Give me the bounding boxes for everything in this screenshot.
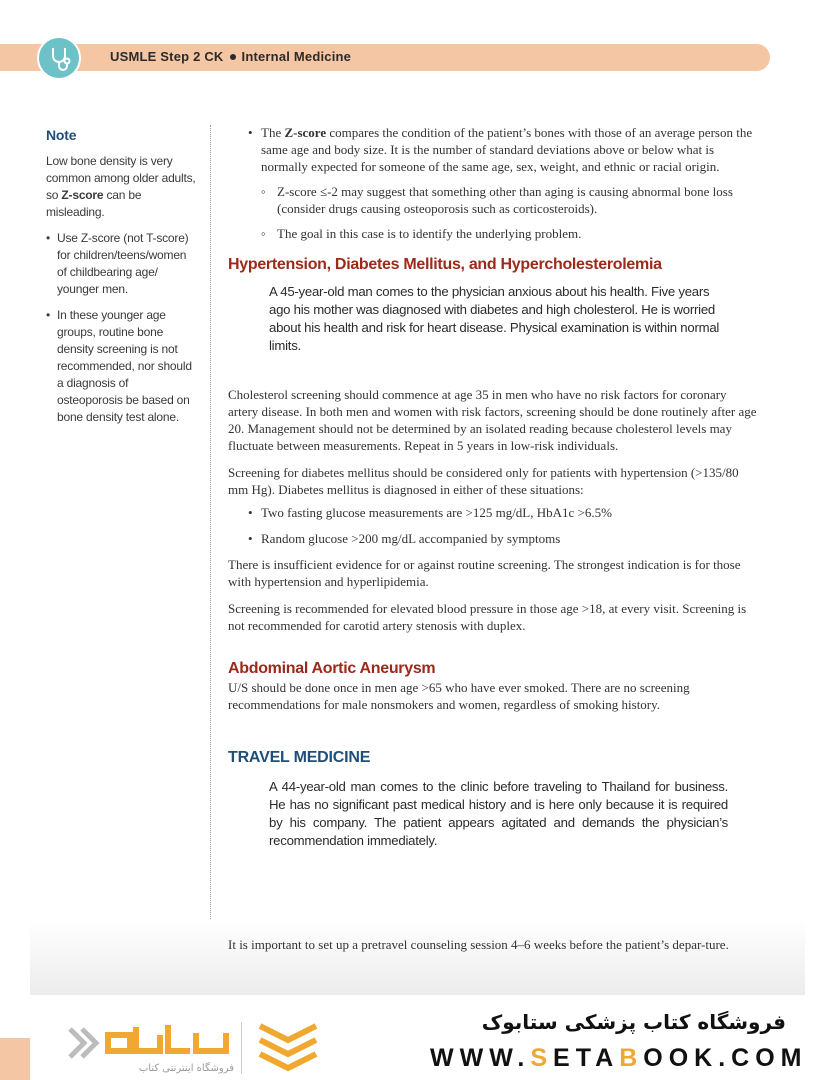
separator-dot [230, 54, 236, 60]
note-intro-text: Low bone density is very common among older adults, so [46, 154, 196, 202]
chevron-down-icon [256, 1020, 321, 1074]
criteria-item: • Two fasting glucose measurements are >125 mg/dL, HbA1c >6.5% [228, 504, 758, 521]
main-content-end [228, 936, 758, 963]
zscore-sublist [261, 183, 758, 242]
book-title: USMLE Step 2 CK [110, 49, 224, 64]
section-heading-travel: TRAVEL MEDICINE [228, 749, 371, 766]
main-content [228, 124, 758, 850]
footer-url[interactable] [430, 1044, 807, 1073]
paragraph-bp: Screening is recommended for elevated blood pressure in those age >18, at every visit. Screening is not recommended for carotid artery stenosis with duplex. [228, 601, 747, 633]
setabook-logo-icon [64, 1015, 244, 1077]
case-vignette-travel: A 44-year-old man comes to the clinic before traveling to Thailand for business. He has no significant past medical history and is here only because it is required by his company. The patient appears agitated and demands the physician’s recommendation immediately. [269, 779, 728, 848]
zscore-subitem: ◦ Z-score ≤-2 may suggest that something other than aging is causing abnormal bone loss (consider drugs causing osteoporosis such as corticosteroids). [261, 183, 758, 217]
zscore-item [228, 124, 758, 242]
footer-store-title: فروشگاه کتاب پزشکی ستابوک [481, 1010, 786, 1034]
zscore-text: The [261, 125, 285, 140]
case-vignette: A 45-year-old man comes to the physician anxious about his health. Five years ago his mother was diagnosed with diabetes and high cholesterol. He is worried about his health and risk for heart disease. Physical examination is within normal limits. [269, 284, 720, 353]
note-sidebar [46, 127, 196, 435]
paragraph-cholesterol: Cholesterol screening should commence at age 35 in men who have no risk factors for coronary artery disease. In both men and women with risk factors, screening should be done routinely after age 20. Management should not be determined by an isolated reading because cholesterol levels may fluctuate between measurements. Repeat in 5 years in low-risk individuals. [228, 387, 757, 453]
stethoscope-icon [37, 36, 81, 80]
url-part: ETA [553, 1044, 620, 1072]
note-bullet: • Use Z-score (not T-score) for children/teens/women of childbearing age/ younger men. [46, 230, 196, 298]
zscore-text-end: compares the condition of the patient’s bones with those of an average person the same age and body size. It is the number of standard deviations above or below what is normally expected for someone of the same age, sex, weight, and ethnic or racial origin. [261, 125, 753, 174]
note-intro-bold: Z-score [61, 188, 104, 202]
footer-separator [241, 1022, 242, 1074]
note-intro [46, 153, 196, 221]
url-part: WWW. [430, 1044, 531, 1072]
url-accent: S [530, 1044, 554, 1072]
note-bullet: • In these younger age groups, routine bone density screening is not recommended, nor should a diagnosis of osteoporosis be based on bone density test alone. [46, 307, 196, 426]
paragraph-travel: It is important to set up a pretravel counseling session 4–6 weeks before the patient’s depar-ture. [228, 937, 729, 952]
running-header [110, 49, 351, 64]
zscore-bold: Z-score [284, 125, 327, 140]
criteria-item: • Random glucose >200 mg/dL accompanied by symptoms [228, 530, 758, 547]
note-title: Note [46, 127, 77, 143]
paragraph-evidence: There is insufficient evidence for or against routine screening. The strongest indication is for those with hypertension and hyperlipidemia. [228, 557, 741, 589]
url-part: OOK.COM [643, 1044, 808, 1072]
section-heading-htn: Hypertension, Diabetes Mellitus, and Hypercholesterolemia [228, 256, 662, 273]
note-list [46, 230, 196, 426]
paragraph-diabetes: Screening for diabetes mellitus should be considered only for patients with hypertension (>135/80 mm Hg). Diabetes mellitus is diagnosed in either of these situations: [228, 465, 739, 497]
section-heading-aaa: Abdominal Aortic Aneurysm [228, 660, 436, 677]
column-divider [210, 125, 211, 995]
paragraph-aaa: U/S should be done once in men age >65 who have ever smoked. There are no screening recommendations for male nonsmokers and women, regardless of smoking history. [228, 680, 690, 712]
url-accent: B [619, 1044, 644, 1072]
zscore-subitem: ◦ The goal in this case is to identify the underlying problem. [261, 225, 758, 242]
chapter-title: Internal Medicine [241, 49, 352, 64]
zscore-list [228, 124, 758, 242]
logo-subtitle: فروشگاه اینترنتی کتاب [138, 1063, 234, 1074]
note-intro-end: can be misleading. [46, 188, 142, 219]
footer-corner [0, 1038, 30, 1080]
diabetes-criteria [228, 504, 758, 547]
